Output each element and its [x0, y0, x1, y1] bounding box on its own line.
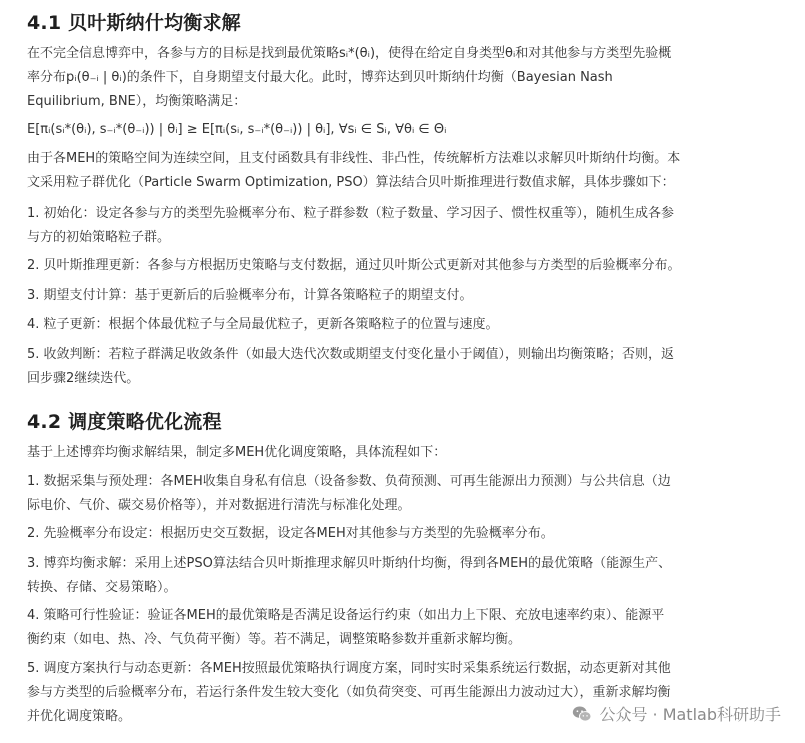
- text-line: 文采用粒子群优化（Particle Swarm Optimization, PSO）算法结合贝叶斯推理进行数值求解，具体步骤如下：: [27, 175, 675, 190]
- section-4-2-step-2: [27, 522, 782, 546]
- section-4-1-step-3: [27, 284, 782, 308]
- text-line: 1. 初始化：设定各参与方的类型先验概率分布、粒子群参数（粒子数量、学习因子、惯性权重等），随机生成各参: [27, 206, 675, 221]
- text-line: 1. 数据采集与预处理：各MEH收集自身私有信息（设备参数、负荷预测、可再生能源出力预测）与公共信息（边: [27, 474, 671, 489]
- section-4-2-heading: 4.2 调度策略优化流程: [27, 411, 222, 433]
- text-line: 由于各MEH的策略空间为连续空间，且支付函数具有非线性、非凸性，传统解析方法难以求解贝叶斯纳什均衡。本: [27, 151, 681, 166]
- text-line: 4. 粒子更新：根据个体最优粒子与全局最优粒子，更新各策略粒子的位置与速度。: [27, 317, 499, 332]
- section-4-2-step-1: [27, 470, 782, 518]
- text-line: 转换、存储、交易策略）。: [27, 580, 177, 595]
- section-4-1-step-5: [27, 343, 782, 391]
- text-line: 在不完全信息博弈中，各参与方的目标是找到最优策略sᵢ*(θᵢ)，使得在给定自身类型θᵢ和对其他参与方类型先验概: [27, 46, 672, 61]
- section-4-1-intro: [27, 42, 782, 114]
- text-line: 与方的初始策略粒子群。: [27, 230, 171, 245]
- text-line: 2. 先验概率分布设定：根据历史交互数据，设定各MEH对其他参与方类型的先验概率分布。: [27, 526, 554, 541]
- section-4-2-intro: [27, 441, 782, 465]
- wechat-icon: [571, 703, 593, 725]
- text-line: 衡约束（如电、热、冷、气负荷平衡）等。若不满足，调整策略参数并重新求解均衡。: [27, 632, 522, 647]
- text-line: 5. 收敛判断：若粒子群满足收敛条件（如最大迭代次数或期望支付变化量小于阈值），则输出均衡策略；否则，返: [27, 347, 675, 362]
- text-line: 3. 博弈均衡求解：采用上述PSO算法结合贝叶斯推理求解贝叶斯纳什均衡，得到各MEH的最优策略（能源生产、: [27, 556, 672, 571]
- text-line: 3. 期望支付计算：基于更新后的后验概率分布，计算各策略粒子的期望支付。: [27, 288, 473, 303]
- section-4-1-heading: 4.1 贝叶斯纳什均衡求解: [27, 12, 241, 34]
- text-line: 率分布pᵢ(θ₋ᵢ | θᵢ)的条件下，自身期望支付最大化。此时，博弈达到贝叶斯纳什均衡（Bayesian Nash: [27, 70, 613, 85]
- section-4-1-method: [27, 147, 782, 195]
- text-line: 回步骤2继续迭代。: [27, 371, 140, 386]
- text-line: 2. 贝叶斯推理更新：各参与方根据历史策略与支付数据，通过贝叶斯公式更新对其他参与方类型的后验概率分布。: [27, 258, 681, 273]
- bne-formula: [27, 118, 782, 142]
- text-line: 5. 调度方案执行与动态更新：各MEH按照最优策略执行调度方案，同时实时采集系统运行数据，动态更新对其他: [27, 661, 671, 676]
- watermark-text: 公众号 · Matlab科研助手: [599, 705, 781, 724]
- text-line: 并优化调度策略。: [27, 709, 132, 724]
- text-line: Equilibrium, BNE），均衡策略满足：: [27, 94, 247, 109]
- text-line: 基于上述博弈均衡求解结果，制定多MEH优化调度策略，具体流程如下：: [27, 445, 447, 460]
- text-line: 参与方类型的后验概率分布，若运行条件发生较大变化（如负荷突变、可再生能源出力波动过大），重新求解均衡: [27, 685, 671, 700]
- formula-line: E[πᵢ(sᵢ*(θᵢ), s₋ᵢ*(θ₋ᵢ)) | θᵢ] ≥ E[πᵢ(sᵢ, s₋ᵢ*(θ₋ᵢ)) | θᵢ], ∀sᵢ ∈ Sᵢ, ∀θᵢ ∈ Θᵢ: [27, 122, 447, 137]
- text-line: 4. 策略可行性验证：验证各MEH的最优策略是否满足设备运行约束（如出力上下限、充放电速率约束）、能源平: [27, 608, 665, 623]
- section-4-1-step-4: [27, 313, 782, 337]
- section-4-2-step-3: [27, 552, 782, 600]
- text-line: 际电价、气价、碳交易价格等），并对数据进行清洗与标准化处理。: [27, 498, 411, 513]
- section-4-2-step-4: [27, 604, 782, 652]
- section-4-1-step-2: [27, 254, 782, 278]
- watermark: [571, 702, 781, 725]
- section-4-1-step-1: [27, 202, 782, 250]
